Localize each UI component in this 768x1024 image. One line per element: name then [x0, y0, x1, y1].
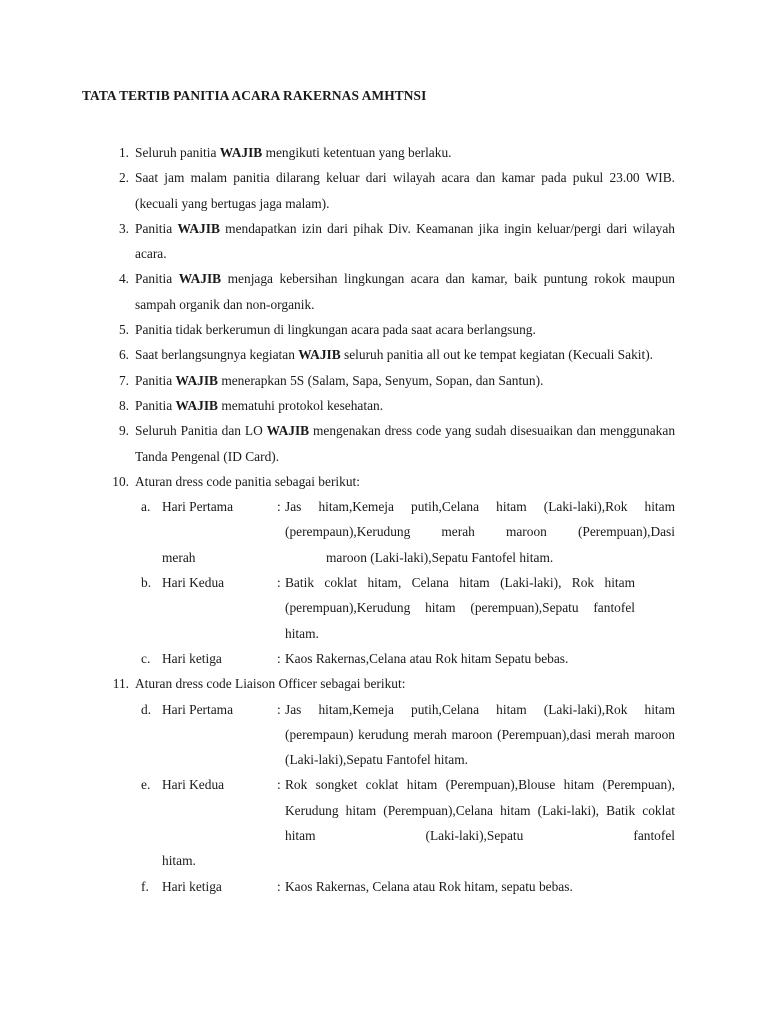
entry-day: Hari ketiga [162, 878, 222, 894]
entry-colon: : [277, 650, 281, 666]
dress-code-continuation [105, 545, 675, 570]
rules-list [105, 140, 675, 899]
rule-number: 1. [118, 145, 129, 160]
entry-description: Batik coklat hitam, Celana hitam (Laki-laki), Rok hitam (perempuan),Kerudung hitam (perempuan),Sepatu fantofel hitam. [285, 575, 635, 641]
entry-letter: d. [141, 701, 152, 717]
rule-item-2 [105, 165, 675, 216]
rule-item-7 [105, 368, 675, 393]
rule-number: 7. [118, 372, 129, 388]
rule-number: 5. [118, 322, 129, 338]
entry-day: Hari Kedua [162, 575, 225, 591]
entry-description: Jas hitam,Kemeja putih,Celana hitam (Laki-laki),Rok hitam (perempaun),Kerudung merah maroon (Perempuan),Dasi [285, 499, 675, 540]
entry-letter: f. [141, 878, 149, 894]
entry-description: Kaos Rakernas, Celana atau Rok hitam, sepatu bebas. [285, 878, 573, 894]
dress-code-entry [105, 772, 675, 848]
rule-item-11 [105, 671, 675, 696]
entry-letter: e. [141, 777, 151, 793]
entry-description: Rok songket coklat hitam (Perempuan),Blouse hitam (Perempuan), Kerudung hitam (Perempuan),Celana hitam (Laki-laki), Batik coklat hitam (Laki-laki),Sepatu fantofel [285, 777, 675, 844]
dress-code-continuation: hitam. [162, 853, 196, 869]
rule-text: Panitia WAJIB mendapatkan izin dari pihak Div. Keamanan jika ingin keluar/pergi dari wilayah acara. [135, 220, 675, 262]
dress-code-entry [105, 697, 675, 773]
entry-colon: : [277, 701, 281, 717]
entry-colon: : [277, 499, 281, 515]
entry-description: Kaos Rakernas,Celana atau Rok hitam Sepatu bebas. [285, 650, 569, 666]
entry-colon: : [277, 777, 281, 793]
rule-text: Saat jam malam panitia dilarang keluar dari wilayah acara dan kamar pada pukul 23.00 WIB. (kecuali yang bertugas jaga malam). [135, 170, 675, 211]
entry-description: Jas hitam,Kemeja putih,Celana hitam (Laki-laki),Rok hitam (perempaun) kerudung merah maroon (Perempuan),dasi merah maroon (Laki-laki),Sepatu Fantofel hitam. [285, 701, 675, 768]
rule-item-4 [105, 266, 675, 317]
rule-number: 2. [118, 170, 129, 186]
entry-letter: c. [141, 650, 151, 666]
rule-item-8 [105, 393, 675, 418]
rule-number: 9. [118, 423, 129, 439]
rule-text: Panitia WAJIB menerapkan 5S (Salam, Sapa, Senyum, Sopan, dan Santun). [135, 372, 544, 388]
entry-colon: : [277, 575, 281, 591]
rule-text: Aturan dress code panitia sebagai berikut: [135, 473, 360, 489]
rule-number: 10. [112, 473, 129, 489]
entry-letter: a. [141, 499, 151, 515]
rule-number: 11. [112, 676, 129, 692]
rule-item-1 [105, 140, 675, 165]
rule-number: 4. [118, 271, 129, 287]
entry-day: Hari Pertama [162, 499, 234, 515]
rule-item-6 [105, 342, 675, 367]
entry-day: Hari Kedua [162, 777, 225, 793]
rule-item-9 [105, 418, 675, 469]
rule-number: 8. [118, 397, 129, 413]
rule-item-5 [105, 317, 675, 342]
rule-text: Seluruh panitia WAJIB mengikuti ketentuan yang berlaku. [135, 145, 452, 160]
rule-text: Panitia tidak berkerumun di lingkungan acara pada saat acara berlangsung. [135, 322, 536, 338]
rule-text: Panitia WAJIB menjaga kebersihan lingkungan acara dan kamar, baik puntung rokok maupun sampah organik dan non-organik. [135, 271, 675, 312]
rule-number: 3. [118, 220, 129, 236]
dress-code-entry [105, 646, 675, 671]
dress-code-entry [105, 494, 675, 545]
continuation-description: maroon (Laki-laki),Sepatu Fantofel hitam. [326, 549, 554, 565]
entry-day: Hari ketiga [162, 650, 222, 666]
entry-day: Hari Pertama [162, 701, 234, 717]
rule-number: 6. [118, 347, 129, 363]
dress-code-entry [105, 874, 675, 899]
rule-item-10 [105, 469, 675, 494]
dress-code-entry [105, 570, 675, 646]
entry-letter: b. [141, 575, 152, 591]
rule-text: Saat berlangsungnya kegiatan WAJIB seluruh panitia all out ke tempat kegiatan (Kecuali Sakit). [135, 347, 654, 363]
rule-text: Seluruh Panitia dan LO WAJIB mengenakan dress code yang sudah disesuaikan dan menggunakan Tanda Pengenal (ID Card). [135, 423, 676, 464]
rule-text: Panitia WAJIB mematuhi protokol kesehatan. [135, 397, 384, 413]
continuation-word: merah [162, 549, 196, 565]
rule-text: Aturan dress code Liaison Officer sebagai berikut: [135, 676, 406, 692]
entry-colon: : [277, 878, 281, 894]
rule-item-3 [105, 216, 675, 267]
document-title: TATA TERTIB PANITIA ACARA RAKERNAS AMHTNSI [82, 88, 427, 103]
